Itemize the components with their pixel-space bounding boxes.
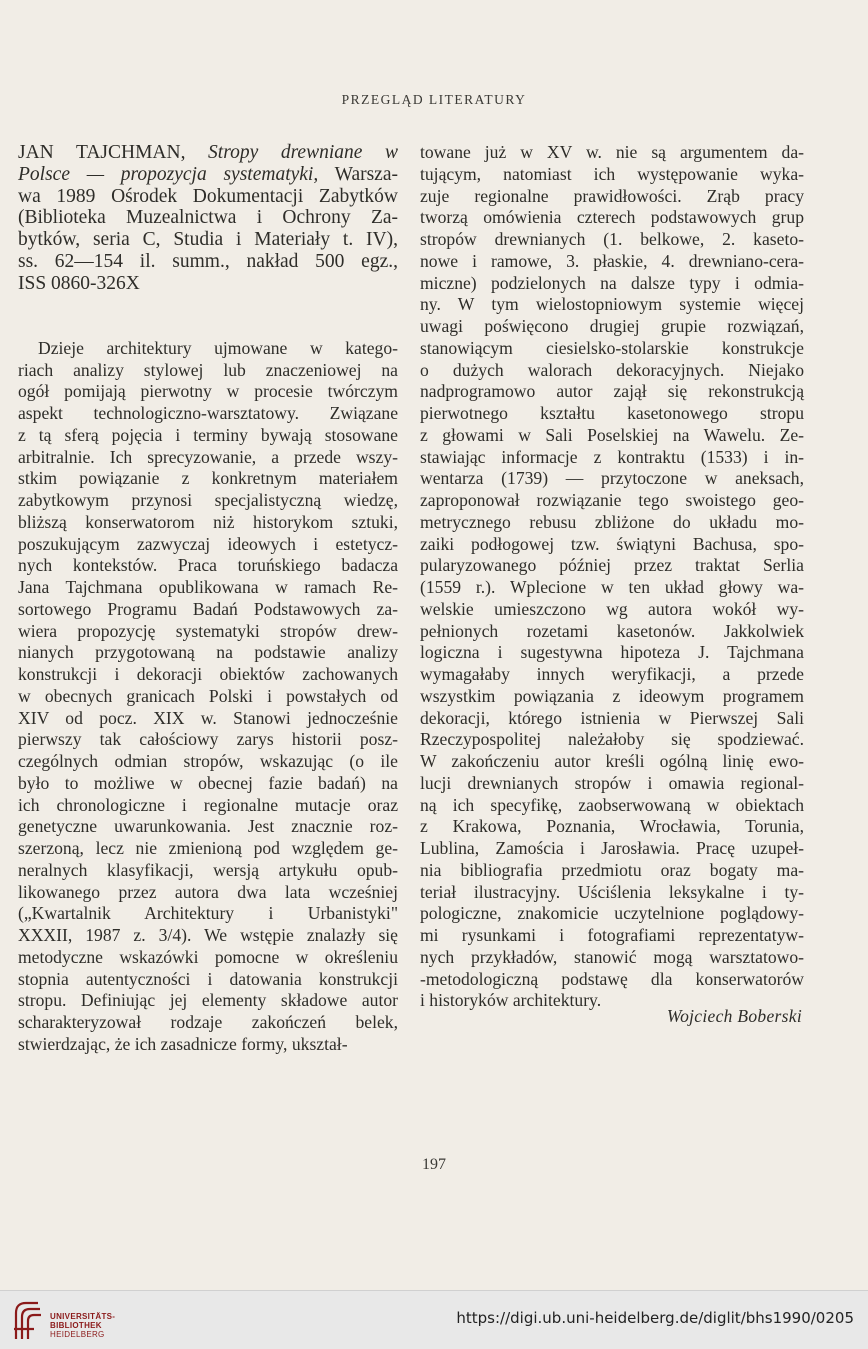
text-line: zaproponował rozwiązanie tego swoistego geo- xyxy=(420,490,804,510)
text-line: nianych przygotowaną na podstawie analizy xyxy=(18,642,398,663)
text-line: nych przykładów, stanowić mogą warsztatowo- xyxy=(420,946,804,967)
text-line: welskie umieszczono wg autora wokół wy- xyxy=(420,598,804,619)
text-line: genetyczne uwarunkowania. Jest znacznie roz- xyxy=(18,816,398,837)
text-line: XIV od pocz. XIX w. Stanowi jednocześnie xyxy=(18,707,398,728)
text-line: pierwszy tak całościowy zarys historii posz- xyxy=(18,729,398,750)
text-line: zabytkowym przynosi specjalistyczną wiedzę, xyxy=(18,490,398,510)
running-header: PRZEGLĄD LITERATURY xyxy=(341,92,527,107)
text-line: ogół pomijają pierwotny w procesie twórczym xyxy=(18,381,398,402)
text-line: było to możliwe w obecnej fazie badań) na xyxy=(18,772,398,793)
citation-line: (Biblioteka Muzealnictwa i Ochrony Za- xyxy=(18,207,398,229)
logo-line-2: BIBLIOTHEK xyxy=(50,1321,102,1330)
text-line: pologiczne, znakomicie uczytelnione poglądowy- xyxy=(420,903,804,924)
text-line: (1559 r.). Wplecione w ten układ głowy wa- xyxy=(420,577,804,597)
text-line: Lublina, Zamościa i Jarosławia. Pracę uzupeł- xyxy=(420,838,804,858)
text-line: stropu. Definiując jej elementy składowe autor xyxy=(18,990,398,1011)
text-line: pularyzowanego później przez traktat Serlia xyxy=(420,555,804,576)
text-line: zaiki podłogowej tzw. świątyni Bachusa, spo- xyxy=(420,533,804,554)
text-line: stawiając informacje z kontraktu (1533) i in- xyxy=(420,446,804,467)
citation-line: wa 1989 Ośrodek Dokumentacji Zabytków xyxy=(18,185,398,207)
text-line: neralnych klasyfikacji, wersją artykułu opub- xyxy=(18,859,398,880)
text-line: nowe i ramowe, 3. płaskie, 4. drewniano-cera- xyxy=(420,250,804,271)
text-line: bliższą konserwatorom niż historykom sztuki, xyxy=(18,511,398,532)
text-line: tującym, natomiast ich występowanie wyka- xyxy=(420,163,804,184)
logo-line-1: UNIVERSITÄTS- xyxy=(50,1312,116,1321)
text-line: nadprogramowo autor zajął się rekonstrukcją xyxy=(420,381,804,402)
text-line: zuje regionalne prawidłowości. Zrąb pracy xyxy=(420,185,804,206)
text-line: W zakończeniu autor kreśli ogólną linię ewo- xyxy=(420,751,804,771)
university-library-logo[interactable] xyxy=(10,1299,150,1343)
text-line: szerzoną, lecz nie zmienioną pod względem ge- xyxy=(18,838,398,858)
author-signature: Wojciech Boberski xyxy=(666,1006,802,1026)
text-line: mi rysunkami i fotografiami reprezentatyw- xyxy=(420,925,804,945)
text-line: („Kwartalnik Architektury i Urbanistyki" xyxy=(18,903,398,924)
text-line: scharakteryzował rodzaje zakończeń belek, xyxy=(18,1012,398,1032)
right-column-text xyxy=(420,142,804,1012)
citation-line: bytków, seria C, Studia i Materiały t. IV), xyxy=(18,229,398,250)
text-line: stropów drewnianych (1. belkowe, 2. kaseto- xyxy=(420,229,804,249)
text-line: z tą sferą pojęcia i terminy bywają stosowane xyxy=(18,424,398,445)
text-line: ną ich specyfikę, zaobserwowaną w obiektach xyxy=(420,794,804,815)
book-citation xyxy=(18,142,398,294)
text-line: konstrukcji i dekoracji obiektów zachowanych xyxy=(18,664,398,684)
text-line: czególnych odmian stropów, wskazując (o ile xyxy=(18,751,398,771)
text-line: nia bibliografia przedmiotu oraz bogaty ma- xyxy=(420,859,804,880)
text-line: arbitralnie. Ich sprecyzowanie, a przede wszy- xyxy=(18,446,398,467)
library-logo-text xyxy=(50,1312,115,1339)
citation-line: ss. 62—154 il. summ., nakład 500 egz., xyxy=(18,250,398,272)
text-line: logiczna i sugestywna hipoteza J. Tajchmana xyxy=(420,642,804,663)
text-line: w obecnych granicach Polski i powstałych od xyxy=(18,685,398,706)
text-line: riach analizy stylowej lub znaczeniowej na xyxy=(18,359,398,380)
text-line: ny. W tym wielostopniowym systemie więcej xyxy=(420,294,804,315)
text-line: tworzą omówienia czterech podstawowych grup xyxy=(420,207,804,228)
text-line: stanowiącym ciesielsko-stolarskie konstrukcje xyxy=(420,337,804,358)
library-logo-icon xyxy=(10,1299,44,1341)
text-line: Jana Tajchmana opublikowana w ramach Re- xyxy=(18,577,398,597)
text-line: lucji drewnianych stropów i omawia regional- xyxy=(420,772,804,793)
left-column xyxy=(18,142,398,1056)
text-line: -metodologiczną podstawę dla konserwatorów xyxy=(420,968,804,989)
logo-line-3: HEIDELBERG xyxy=(50,1330,105,1339)
viewer-footer xyxy=(0,1290,868,1349)
text-line: towane już w XV w. nie są argumentem da- xyxy=(420,142,804,162)
text-line: stopnia autentyczności i datowania konstrukcji xyxy=(18,968,398,989)
text-line: poszukującym zazwyczaj ideowych i estetycz- xyxy=(18,533,398,554)
citation-line: JAN TAJCHMAN, Stropy drewniane w xyxy=(18,142,398,163)
text-line: nych kontekstów. Praca toruńskiego badacza xyxy=(18,555,398,576)
text-line: miczne) podzielonych na dalsze typy i odmia- xyxy=(420,272,804,293)
text-line: likowanego przez autora dwa lata wcześniej xyxy=(18,881,398,902)
text-line: z Krakowa, Poznania, Wrocławia, Torunia, xyxy=(420,816,804,837)
page-number: 197 xyxy=(422,1156,446,1173)
citation-line: ISS 0860-326X xyxy=(18,272,140,294)
text-line: metodyczne wskazówki pomocne w określeniu xyxy=(18,946,398,967)
text-line: o dużych walorach dekoracyjnych. Niejako xyxy=(420,359,804,380)
citation-line: Polsce — propozycja systematyki, Warsza- xyxy=(18,163,398,185)
text-line: Dzieje architektury ujmowane w katego- xyxy=(38,337,398,358)
text-line: pierwotnego kształtu kasetonowego stropu xyxy=(420,403,804,423)
text-line: teriał ilustracyjny. Uściślenia leksykalne i ty- xyxy=(420,881,804,902)
text-line: Rzeczypospolitej należałoby się spodziewać. xyxy=(420,729,804,750)
text-line: aspekt technologiczno-warsztatowy. Związane xyxy=(18,403,398,423)
text-line: sortowego Programu Badań Podstawowych za- xyxy=(18,598,398,619)
text-line: dekoracji, którego istnienia w Pierwszej Sali xyxy=(420,707,804,728)
text-line: uwagi poświęcono drugiej grupie rozwiązań, xyxy=(420,316,804,336)
permalink-url[interactable]: https://digi.ub.uni-heidelberg.de/diglit/bhs1990/0205 xyxy=(456,1309,854,1327)
text-line: wymagałaby innych weryfikacji, a przede xyxy=(420,664,804,684)
text-line: pełnionych rozetami kasetonów. Jakkolwiek xyxy=(420,620,804,641)
text-line: stkim powiązanie z konkretnym materiałem xyxy=(18,468,398,489)
text-line: ich chronologiczne i regionalne mutacje oraz xyxy=(18,794,398,815)
text-line: i historyków architektury. xyxy=(420,990,602,1011)
left-column-text xyxy=(18,338,398,1056)
text-line: wszystkim powiązania z ideowym programem xyxy=(420,685,804,706)
text-line: XXXII, 1987 z. 3/4). We wstępie znalazły się xyxy=(18,925,398,945)
text-line: z głowami w Sali Poselskiej na Wawelu. Ze- xyxy=(420,424,804,445)
text-line: stwierdzając, że ich zasadnicze formy, ukształ- xyxy=(18,1033,348,1054)
text-line: wentarza (1739) — przytoczone w aneksach, xyxy=(420,468,804,489)
right-column xyxy=(420,142,804,1012)
text-line: wiera propozycję systematyki stropów drew- xyxy=(18,620,398,641)
text-line: metrycznego rebusu zbliżone do układu mo- xyxy=(420,511,804,532)
